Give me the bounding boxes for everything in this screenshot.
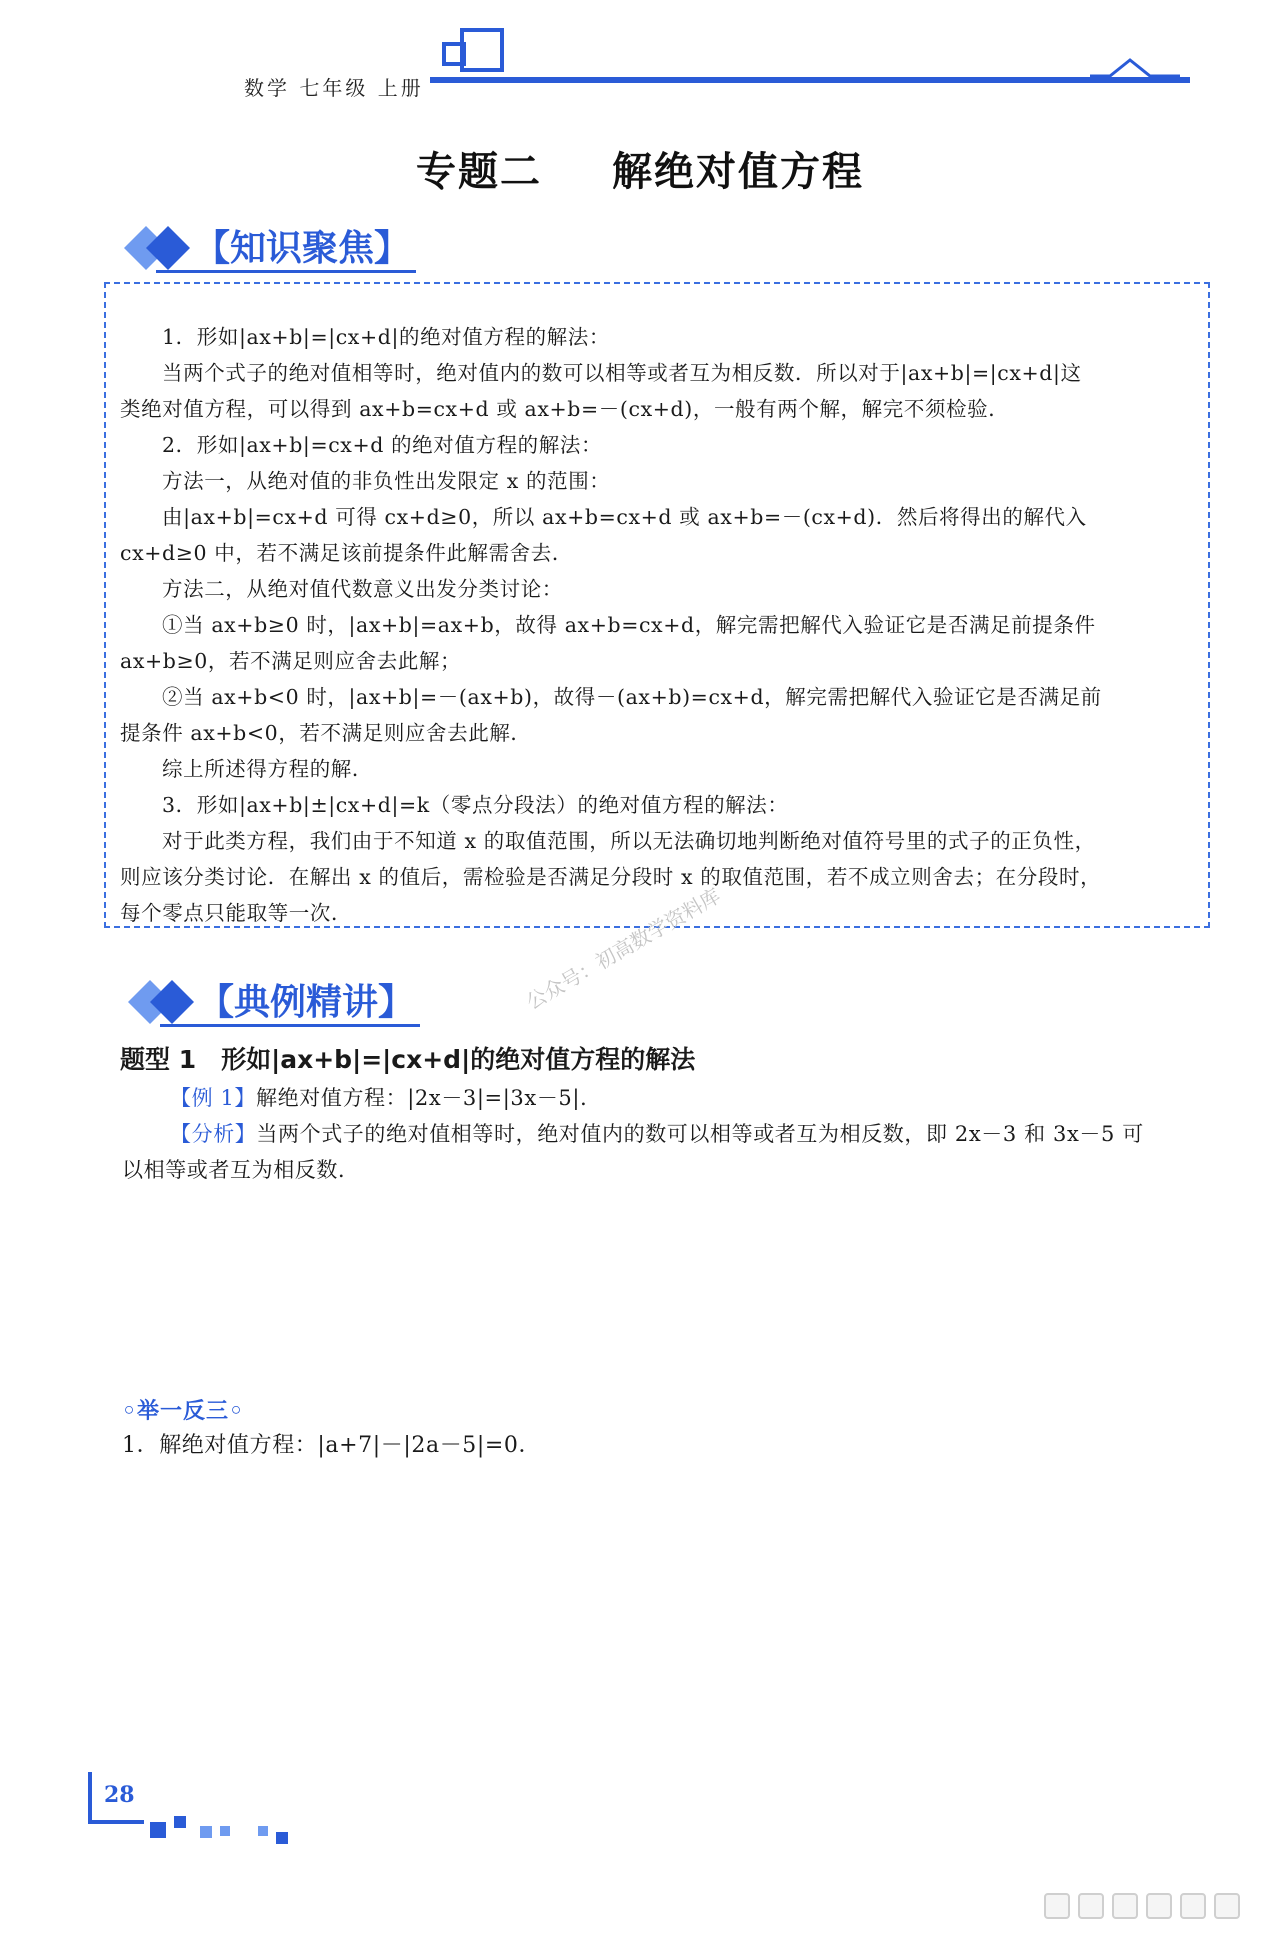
knowledge-line-9: ①当 ax+b≥0 时，|ax+b|=ax+b，故得 ax+b=cx+d，解完需把解代入验证它是否满足前提条件 (162, 613, 1096, 637)
knowledge-line-14: 3．形如|ax+b|±|cx+d|=k（零点分段法）的绝对值方程的解法： (162, 793, 789, 817)
practice-item-1: 1．解绝对值方程：|a+7|－|2a－5|=0． (122, 1433, 542, 1458)
header-course-label: 数学 七年级 上册 (244, 76, 424, 100)
knowledge-line-13: 综上所述得方程的解． (162, 757, 373, 781)
footer-square-decor (276, 1832, 288, 1844)
knowledge-line-15: 对于此类方程，我们由于不知道 x 的取值范围，所以无法确切地判断绝对值符号里的式子的正负性， (162, 829, 1096, 853)
knowledge-box (104, 282, 1210, 928)
toolbar-button-icon[interactable] (1146, 1893, 1172, 1919)
toolbar-button-icon[interactable] (1044, 1893, 1070, 1919)
watermark: 公众号：初高数学资料库 (522, 883, 725, 1015)
examples-label: 【典例精讲】 (198, 982, 415, 1023)
knowledge-line-12: 提条件 ax+b<0，若不满足则应舍去此解． (120, 721, 532, 745)
knowledge-underline (156, 270, 416, 273)
analysis-line-2: 以相等或者互为相反数． (122, 1158, 360, 1182)
example1-tag: 【例 1】 (170, 1086, 257, 1110)
example1-text: 解绝对值方程：|2x－3|=|3x－5|． (256, 1086, 602, 1110)
knowledge-line-2: 当两个式子的绝对值相等时，绝对值内的数可以相等或者互为相反数．所以对于|ax+b|=|cx+d|这 (162, 361, 1082, 385)
knowledge-line-11: ②当 ax+b<0 时，|ax+b|=－(ax+b)，故得－(ax+b)=cx+d，解完需把解代入验证它是否满足前 (162, 685, 1102, 709)
diamond-decor-icon (120, 972, 200, 1032)
footer-square-decor (258, 1826, 268, 1836)
knowledge-line-16: 则应该分类讨论．在解出 x 的值后，需检验是否满足分段时 x 的取值范围，若不成立则舍去；在分段时， (120, 865, 1102, 889)
examples-section-header (120, 972, 440, 1032)
knowledge-line-6: 由|ax+b|=cx+d 可得 cx+d≥0，所以 ax+b=cx+d 或 ax+b=－(cx+d)．然后将得出的解代入 (162, 505, 1087, 529)
title-prefix: 专题二 (416, 149, 542, 195)
toolbar-button-icon[interactable] (1180, 1893, 1206, 1919)
knowledge-line-4: 2．形如|ax+b|=cx+d 的绝对值方程的解法： (162, 433, 603, 457)
analysis-tag: 【分析】 (170, 1122, 257, 1146)
toolbar-button-icon[interactable] (1214, 1893, 1240, 1919)
knowledge-line-8: 方法二，从绝对值代数意义出发分类讨论： (162, 577, 563, 601)
page-title (0, 140, 1280, 197)
analysis-line-1 (170, 1118, 1144, 1148)
footer-square-decor (200, 1826, 212, 1838)
analysis-text-1: 当两个式子的绝对值相等时，绝对值内的数可以相等或者互为相反数，即 2x－3 和 3x－5 可 (256, 1122, 1144, 1146)
toolbar-button-icon[interactable] (1078, 1893, 1104, 1919)
footer-square-decor (174, 1816, 186, 1828)
header-wave-icon (1090, 56, 1180, 82)
viewer-toolbar (1044, 1893, 1244, 1919)
knowledge-line-5: 方法一，从绝对值的非负性出发限定 x 的范围： (162, 469, 611, 493)
knowledge-line-3: 类绝对值方程，可以得到 ax+b=cx+d 或 ax+b=－(cx+d)，一般有两个解，解完不须检验． (120, 397, 1010, 421)
footer-square-decor (220, 1826, 230, 1836)
knowledge-label: 【知识聚焦】 (194, 228, 411, 269)
knowledge-section-header (116, 218, 436, 278)
knowledge-line-10: ax+b≥0，若不满足则应舍去此解； (120, 649, 462, 673)
knowledge-line-7: cx+d≥0 中，若不满足该前提条件此解需舍去． (120, 541, 573, 565)
examples-underline (160, 1024, 420, 1027)
footer-square-decor (150, 1822, 166, 1838)
practice-label: ◦举一反三◦ (122, 1399, 245, 1424)
header-decor-bar (430, 72, 1190, 86)
diamond-decor-icon (116, 218, 196, 278)
page-number: 28 (104, 1782, 135, 1808)
toolbar-button-icon[interactable] (1112, 1893, 1138, 1919)
knowledge-line-1: 1．形如|ax+b|=|cx+d|的绝对值方程的解法： (162, 325, 610, 349)
knowledge-line-17: 每个零点只能取等一次． (120, 901, 353, 925)
header-squares-icon (440, 22, 510, 78)
example1-line (170, 1082, 602, 1112)
type1-title: 题型 1 形如|ax+b|=|cx+d|的绝对值方程的解法 (120, 1045, 696, 1074)
title-main: 解绝对值方程 (612, 149, 864, 195)
